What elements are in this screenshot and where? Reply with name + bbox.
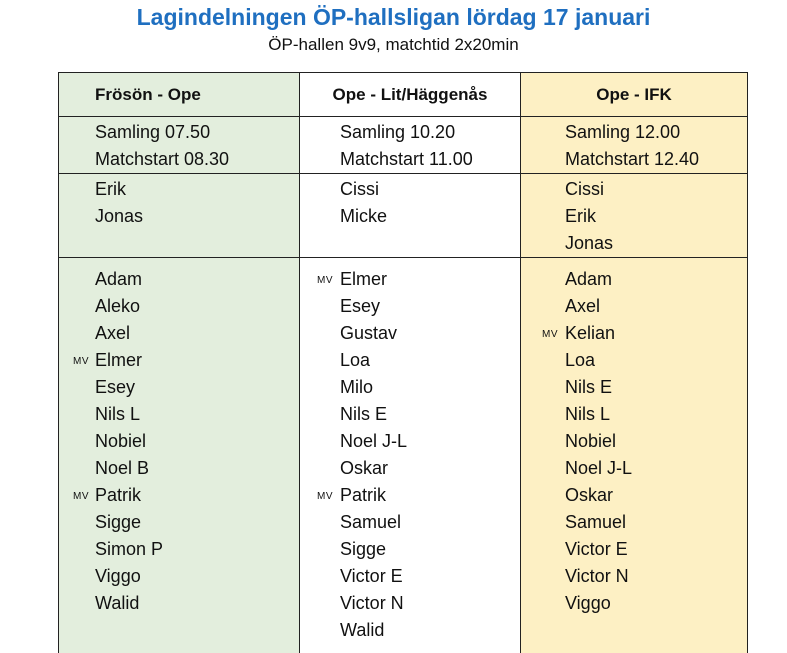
staff-name: Jonas xyxy=(565,233,614,253)
player-row xyxy=(300,536,520,563)
team-column-3 xyxy=(521,73,748,653)
player-name: Loa xyxy=(340,350,371,370)
player-name: Victor N xyxy=(565,566,629,586)
player-row xyxy=(300,320,520,347)
staff-section xyxy=(300,174,520,258)
player-name: Nils L xyxy=(95,404,141,424)
page-subtitle: ÖP-hallen 9v9, matchtid 2x20min xyxy=(268,35,519,54)
times-section xyxy=(521,117,747,174)
player-row xyxy=(59,320,299,347)
player-name: Esey xyxy=(340,296,381,316)
player-row xyxy=(521,482,747,509)
players-section xyxy=(521,258,747,653)
time-line: Matchstart 11.00 xyxy=(340,149,473,169)
player-name: Nobiel xyxy=(565,431,617,451)
player-row xyxy=(300,455,520,482)
time-line: Samling 07.50 xyxy=(95,122,211,142)
goalkeeper-badge: MV xyxy=(73,356,89,367)
player-name: Esey xyxy=(95,377,136,397)
player-name: Noel J-L xyxy=(340,431,408,451)
staff-section xyxy=(59,174,299,258)
player-row xyxy=(59,401,299,428)
time-line: Samling 10.20 xyxy=(340,122,456,142)
column-header: Frösön - Ope xyxy=(59,73,299,117)
player-name: Adam xyxy=(565,269,613,289)
player-name: Gustav xyxy=(340,323,398,343)
goalkeeper-badge: MV xyxy=(317,275,333,286)
player-name: Elmer xyxy=(95,350,143,370)
goalkeeper-badge: MV xyxy=(317,491,333,502)
player-name: Axel xyxy=(565,296,601,316)
player-row xyxy=(521,563,747,590)
team-table xyxy=(58,72,748,653)
player-name: Patrik xyxy=(95,485,142,505)
player-row xyxy=(59,374,299,401)
player-name: Simon P xyxy=(95,539,164,559)
player-row xyxy=(300,428,520,455)
player-name: Samuel xyxy=(565,512,627,532)
staff-name: Erik xyxy=(95,179,126,199)
player-row xyxy=(300,482,520,509)
player-row xyxy=(521,509,747,536)
player-row xyxy=(521,374,747,401)
player-name: Viggo xyxy=(565,593,611,613)
goalkeeper-badge: MV xyxy=(73,491,89,502)
player-row xyxy=(521,347,747,374)
player-name: Milo xyxy=(340,377,374,397)
player-row xyxy=(521,590,747,617)
goalkeeper-badge: MV xyxy=(542,329,558,340)
player-name: Oskar xyxy=(340,458,389,478)
time-line: Matchstart 12.40 xyxy=(565,149,700,169)
player-name: Nils L xyxy=(565,404,611,424)
times-section xyxy=(300,117,520,174)
staff-name: Cissi xyxy=(340,179,379,199)
player-row xyxy=(300,563,520,590)
player-name: Walid xyxy=(95,593,140,613)
staff-section xyxy=(521,174,747,258)
player-row xyxy=(521,320,747,347)
player-row xyxy=(59,266,299,293)
player-name: Viggo xyxy=(95,566,141,586)
player-name: Noel J-L xyxy=(565,458,633,478)
player-name: Axel xyxy=(95,323,131,343)
player-row xyxy=(59,347,299,374)
player-row xyxy=(300,374,520,401)
player-row xyxy=(300,590,520,617)
time-line: Matchstart 08.30 xyxy=(95,149,230,169)
player-row xyxy=(300,401,520,428)
player-row xyxy=(59,563,299,590)
player-name: Kelian xyxy=(565,323,616,343)
player-name: Aleko xyxy=(95,296,141,316)
time-line: Samling 12.00 xyxy=(565,122,681,142)
player-name: Sigge xyxy=(340,539,387,559)
player-row xyxy=(59,590,299,617)
player-row xyxy=(59,428,299,455)
player-name: Elmer xyxy=(340,269,388,289)
players-section xyxy=(300,258,520,653)
player-row xyxy=(300,266,520,293)
player-name: Loa xyxy=(565,350,596,370)
player-name: Adam xyxy=(95,269,143,289)
player-name: Victor E xyxy=(340,566,403,586)
player-row xyxy=(521,293,747,320)
team-column-2 xyxy=(300,73,521,653)
player-row xyxy=(59,293,299,320)
player-row xyxy=(521,266,747,293)
page-title: Lagindelningen ÖP-hallsligan lördag 17 januari xyxy=(136,4,651,30)
staff-name: Erik xyxy=(565,206,596,226)
player-row xyxy=(300,617,520,644)
staff-name: Micke xyxy=(340,206,388,226)
player-row xyxy=(59,509,299,536)
player-name: Nils E xyxy=(565,377,613,397)
player-name: Samuel xyxy=(340,512,402,532)
player-name: Walid xyxy=(340,620,385,640)
column-header: Ope - IFK xyxy=(521,73,747,117)
staff-name: Cissi xyxy=(565,179,604,199)
player-row xyxy=(521,455,747,482)
player-row xyxy=(300,509,520,536)
player-name: Sigge xyxy=(95,512,142,532)
player-name: Oskar xyxy=(565,485,614,505)
player-name: Nobiel xyxy=(95,431,147,451)
team-column-1 xyxy=(59,73,300,653)
player-row xyxy=(521,536,747,563)
player-row xyxy=(521,428,747,455)
staff-name: Jonas xyxy=(95,206,144,226)
player-row xyxy=(59,536,299,563)
player-name: Noel B xyxy=(95,458,150,478)
player-row xyxy=(300,293,520,320)
times-section xyxy=(59,117,299,174)
player-row xyxy=(59,455,299,482)
players-section xyxy=(59,258,299,653)
player-name: Nils E xyxy=(340,404,388,424)
column-header: Ope - Lit/Häggenås xyxy=(300,73,520,117)
player-row xyxy=(59,482,299,509)
player-name: Victor E xyxy=(565,539,628,559)
player-name: Patrik xyxy=(340,485,387,505)
player-row xyxy=(521,401,747,428)
player-name: Victor N xyxy=(340,593,404,613)
player-row xyxy=(300,347,520,374)
